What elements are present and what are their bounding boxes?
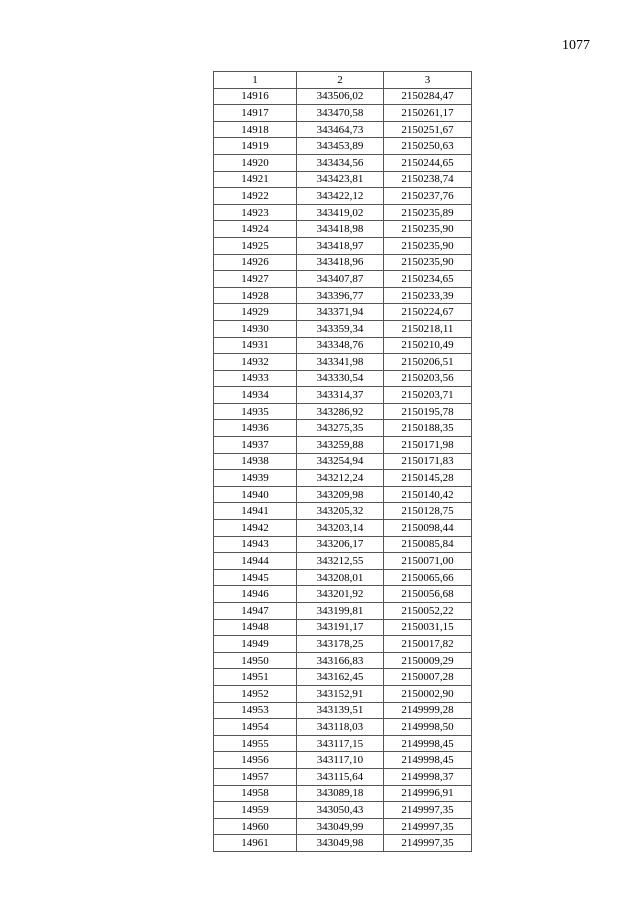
y-coordinate-cell: 2150071,00 — [384, 553, 472, 570]
x-coordinate-cell: 343206,17 — [297, 536, 384, 553]
y-coordinate-cell: 2150235,90 — [384, 254, 472, 271]
x-coordinate-cell: 343418,96 — [297, 254, 384, 271]
x-coordinate-cell: 343089,18 — [297, 785, 384, 802]
point-number-cell: 14960 — [214, 818, 297, 835]
x-coordinate-cell: 343407,87 — [297, 271, 384, 288]
y-coordinate-cell: 2149996,91 — [384, 785, 472, 802]
header-row — [214, 72, 472, 89]
column-header-2: 2 — [297, 72, 384, 89]
table-row — [214, 486, 472, 503]
point-number-cell: 14945 — [214, 569, 297, 586]
y-coordinate-cell: 2150195,78 — [384, 403, 472, 420]
y-coordinate-cell: 2150284,47 — [384, 88, 472, 105]
table-row — [214, 354, 472, 371]
point-number-cell: 14937 — [214, 437, 297, 454]
y-coordinate-cell: 2150052,22 — [384, 603, 472, 620]
point-number-cell: 14941 — [214, 503, 297, 520]
y-coordinate-cell: 2150234,65 — [384, 271, 472, 288]
coordinates-table — [213, 71, 472, 852]
y-coordinate-cell: 2149998,45 — [384, 735, 472, 752]
table-row — [214, 221, 472, 238]
table-row — [214, 237, 472, 254]
y-coordinate-cell: 2150007,28 — [384, 669, 472, 686]
table-row — [214, 785, 472, 802]
y-coordinate-cell: 2150203,56 — [384, 370, 472, 387]
table-row — [214, 536, 472, 553]
point-number-cell: 14929 — [214, 304, 297, 321]
x-coordinate-cell: 343470,58 — [297, 105, 384, 122]
point-number-cell: 14950 — [214, 652, 297, 669]
table-row — [214, 121, 472, 138]
table-row — [214, 387, 472, 404]
table-row — [214, 453, 472, 470]
table-row — [214, 470, 472, 487]
table-row — [214, 835, 472, 852]
point-number-cell: 14942 — [214, 520, 297, 537]
x-coordinate-cell: 343419,02 — [297, 204, 384, 221]
x-coordinate-cell: 343117,15 — [297, 735, 384, 752]
y-coordinate-cell: 2149998,50 — [384, 719, 472, 736]
table-row — [214, 337, 472, 354]
y-coordinate-cell: 2150065,66 — [384, 569, 472, 586]
point-number-cell: 14947 — [214, 603, 297, 620]
x-coordinate-cell: 343453,89 — [297, 138, 384, 155]
y-coordinate-cell: 2150251,67 — [384, 121, 472, 138]
point-number-cell: 14931 — [214, 337, 297, 354]
y-coordinate-cell: 2150250,63 — [384, 138, 472, 155]
column-header-1: 1 — [214, 72, 297, 89]
point-number-cell: 14927 — [214, 271, 297, 288]
point-number-cell: 14926 — [214, 254, 297, 271]
column-header-3: 3 — [384, 72, 472, 89]
y-coordinate-cell: 2149998,37 — [384, 768, 472, 785]
table-row — [214, 702, 472, 719]
table-row — [214, 204, 472, 221]
y-coordinate-cell: 2149998,45 — [384, 752, 472, 769]
x-coordinate-cell: 343314,37 — [297, 387, 384, 404]
x-coordinate-cell: 343506,02 — [297, 88, 384, 105]
y-coordinate-cell: 2150017,82 — [384, 636, 472, 653]
y-coordinate-cell: 2150031,15 — [384, 619, 472, 636]
point-number-cell: 14957 — [214, 768, 297, 785]
y-coordinate-cell: 2150171,98 — [384, 437, 472, 454]
y-coordinate-cell: 2150145,28 — [384, 470, 472, 487]
point-number-cell: 14919 — [214, 138, 297, 155]
y-coordinate-cell: 2150244,65 — [384, 154, 472, 171]
table-row — [214, 271, 472, 288]
y-coordinate-cell: 2150171,83 — [384, 453, 472, 470]
y-coordinate-cell: 2150206,51 — [384, 354, 472, 371]
x-coordinate-cell: 343208,01 — [297, 569, 384, 586]
point-number-cell: 14916 — [214, 88, 297, 105]
table-body — [214, 88, 472, 851]
x-coordinate-cell: 343162,45 — [297, 669, 384, 686]
table-row — [214, 553, 472, 570]
x-coordinate-cell: 343212,24 — [297, 470, 384, 487]
x-coordinate-cell: 343152,91 — [297, 685, 384, 702]
point-number-cell: 14955 — [214, 735, 297, 752]
point-number-cell: 14949 — [214, 636, 297, 653]
point-number-cell: 14924 — [214, 221, 297, 238]
point-number-cell: 14918 — [214, 121, 297, 138]
table-row — [214, 370, 472, 387]
table-row — [214, 403, 472, 420]
x-coordinate-cell: 343049,98 — [297, 835, 384, 852]
point-number-cell: 14922 — [214, 188, 297, 205]
y-coordinate-cell: 2150009,29 — [384, 652, 472, 669]
x-coordinate-cell: 343275,35 — [297, 420, 384, 437]
point-number-cell: 14954 — [214, 719, 297, 736]
table-row — [214, 154, 472, 171]
table-row — [214, 503, 472, 520]
point-number-cell: 14940 — [214, 486, 297, 503]
y-coordinate-cell: 2150140,42 — [384, 486, 472, 503]
point-number-cell: 14953 — [214, 702, 297, 719]
table-row — [214, 685, 472, 702]
point-number-cell: 14944 — [214, 553, 297, 570]
y-coordinate-cell: 2150128,75 — [384, 503, 472, 520]
x-coordinate-cell: 343118,03 — [297, 719, 384, 736]
x-coordinate-cell: 343117,10 — [297, 752, 384, 769]
table-row — [214, 818, 472, 835]
table-row — [214, 719, 472, 736]
y-coordinate-cell: 2149997,35 — [384, 835, 472, 852]
table-row — [214, 569, 472, 586]
x-coordinate-cell: 343286,92 — [297, 403, 384, 420]
x-coordinate-cell: 343191,17 — [297, 619, 384, 636]
point-number-cell: 14948 — [214, 619, 297, 636]
x-coordinate-cell: 343423,81 — [297, 171, 384, 188]
table-row — [214, 603, 472, 620]
point-number-cell: 14920 — [214, 154, 297, 171]
point-number-cell: 14936 — [214, 420, 297, 437]
y-coordinate-cell: 2150224,67 — [384, 304, 472, 321]
table-row — [214, 88, 472, 105]
y-coordinate-cell: 2150237,76 — [384, 188, 472, 205]
x-coordinate-cell: 343050,43 — [297, 802, 384, 819]
x-coordinate-cell: 343341,98 — [297, 354, 384, 371]
y-coordinate-cell: 2150235,90 — [384, 221, 472, 238]
x-coordinate-cell: 343203,14 — [297, 520, 384, 537]
y-coordinate-cell: 2150261,17 — [384, 105, 472, 122]
table-row — [214, 254, 472, 271]
x-coordinate-cell: 343434,56 — [297, 154, 384, 171]
table-row — [214, 320, 472, 337]
point-number-cell: 14925 — [214, 237, 297, 254]
x-coordinate-cell: 343049,99 — [297, 818, 384, 835]
point-number-cell: 14943 — [214, 536, 297, 553]
table-row — [214, 188, 472, 205]
point-number-cell: 14932 — [214, 354, 297, 371]
point-number-cell: 14928 — [214, 287, 297, 304]
table-row — [214, 669, 472, 686]
x-coordinate-cell: 343422,12 — [297, 188, 384, 205]
x-coordinate-cell: 343464,73 — [297, 121, 384, 138]
point-number-cell: 14933 — [214, 370, 297, 387]
point-number-cell: 14923 — [214, 204, 297, 221]
x-coordinate-cell: 343166,83 — [297, 652, 384, 669]
table-header — [214, 72, 472, 89]
x-coordinate-cell: 343359,34 — [297, 320, 384, 337]
y-coordinate-cell: 2150002,90 — [384, 685, 472, 702]
table-row — [214, 735, 472, 752]
table-row — [214, 802, 472, 819]
point-number-cell: 14930 — [214, 320, 297, 337]
table-row — [214, 520, 472, 537]
y-coordinate-cell: 2150218,11 — [384, 320, 472, 337]
table-row — [214, 636, 472, 653]
y-coordinate-cell: 2150210,49 — [384, 337, 472, 354]
x-coordinate-cell: 343418,98 — [297, 221, 384, 238]
point-number-cell: 14935 — [214, 403, 297, 420]
y-coordinate-cell: 2150085,84 — [384, 536, 472, 553]
x-coordinate-cell: 343178,25 — [297, 636, 384, 653]
y-coordinate-cell: 2149999,28 — [384, 702, 472, 719]
point-number-cell: 14959 — [214, 802, 297, 819]
table-row — [214, 287, 472, 304]
y-coordinate-cell: 2150188,35 — [384, 420, 472, 437]
point-number-cell: 14917 — [214, 105, 297, 122]
x-coordinate-cell: 343205,32 — [297, 503, 384, 520]
point-number-cell: 14934 — [214, 387, 297, 404]
table-row — [214, 619, 472, 636]
table-row — [214, 768, 472, 785]
table-row — [214, 420, 472, 437]
y-coordinate-cell: 2149997,35 — [384, 802, 472, 819]
y-coordinate-cell: 2149997,35 — [384, 818, 472, 835]
table-row — [214, 138, 472, 155]
table-row — [214, 652, 472, 669]
table-row — [214, 171, 472, 188]
table-row — [214, 437, 472, 454]
x-coordinate-cell: 343199,81 — [297, 603, 384, 620]
y-coordinate-cell: 2150235,90 — [384, 237, 472, 254]
x-coordinate-cell: 343209,98 — [297, 486, 384, 503]
point-number-cell: 14952 — [214, 685, 297, 702]
point-number-cell: 14939 — [214, 470, 297, 487]
page-number: 1077 — [562, 38, 590, 53]
x-coordinate-cell: 343212,55 — [297, 553, 384, 570]
table-row — [214, 586, 472, 603]
point-number-cell: 14961 — [214, 835, 297, 852]
x-coordinate-cell: 343259,88 — [297, 437, 384, 454]
point-number-cell: 14958 — [214, 785, 297, 802]
table-row — [214, 752, 472, 769]
y-coordinate-cell: 2150098,44 — [384, 520, 472, 537]
point-number-cell: 14938 — [214, 453, 297, 470]
x-coordinate-cell: 343396,77 — [297, 287, 384, 304]
table-row — [214, 105, 472, 122]
point-number-cell: 14956 — [214, 752, 297, 769]
x-coordinate-cell: 343418,97 — [297, 237, 384, 254]
y-coordinate-cell: 2150056,68 — [384, 586, 472, 603]
x-coordinate-cell: 343254,94 — [297, 453, 384, 470]
x-coordinate-cell: 343330,54 — [297, 370, 384, 387]
y-coordinate-cell: 2150203,71 — [384, 387, 472, 404]
x-coordinate-cell: 343348,76 — [297, 337, 384, 354]
y-coordinate-cell: 2150238,74 — [384, 171, 472, 188]
x-coordinate-cell: 343139,51 — [297, 702, 384, 719]
x-coordinate-cell: 343115,64 — [297, 768, 384, 785]
table-row — [214, 304, 472, 321]
x-coordinate-cell: 343371,94 — [297, 304, 384, 321]
point-number-cell: 14946 — [214, 586, 297, 603]
point-number-cell: 14951 — [214, 669, 297, 686]
y-coordinate-cell: 2150235,89 — [384, 204, 472, 221]
x-coordinate-cell: 343201,92 — [297, 586, 384, 603]
point-number-cell: 14921 — [214, 171, 297, 188]
y-coordinate-cell: 2150233,39 — [384, 287, 472, 304]
